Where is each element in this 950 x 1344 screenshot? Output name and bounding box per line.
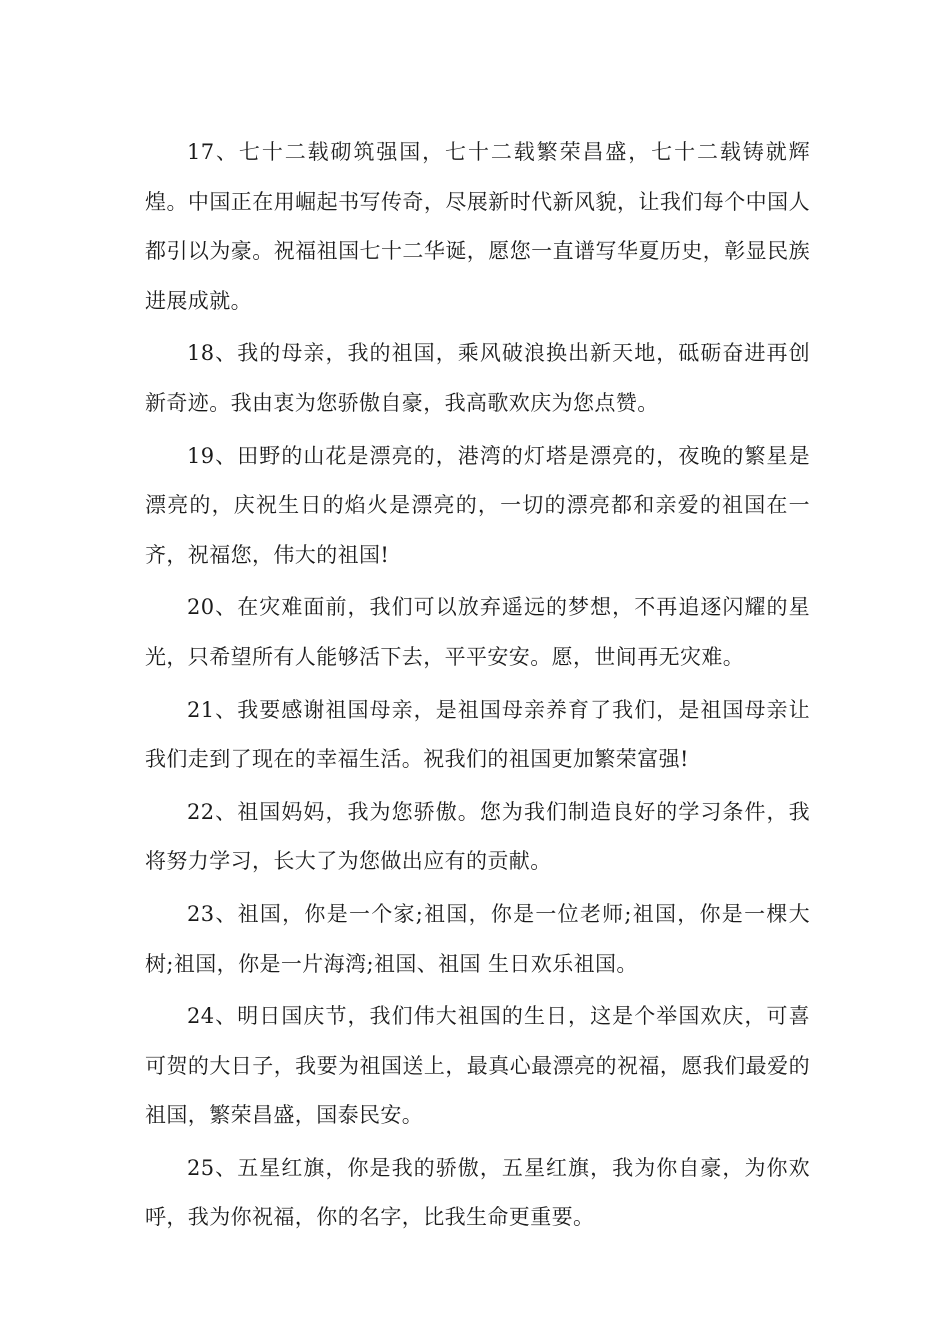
paragraph-19: 19、田野的山花是漂亮的，港湾的灯塔是漂亮的，夜晚的繁星是漂亮的，庆祝生日的焰火是漂亮的，一切的漂亮都和亲爱的祖国在一齐，祝福您，伟大的祖国! [145, 443, 810, 567]
paragraph-24: 24、明日国庆节，我们伟大祖国的生日，这是个举国欢庆，可喜可贺的大日子，我要为祖国送上，最真心最漂亮的祝福，愿我们最爱的祖国，繁荣昌盛，国泰民安。 [145, 1004, 810, 1128]
paragraph-17: 17、七十二载砌筑强国，七十二载繁荣昌盛，七十二载铸就辉煌。中国正在用崛起书写传奇，尽展新时代新风貌，让我们每个中国人都引以为豪。祝福祖国七十二华诞，愿您一直谱写华夏历史，彰显民族进展成就。 [145, 140, 810, 313]
paragraph-21: 21、我要感谢祖国母亲，是祖国母亲养育了我们，是祖国母亲让我们走到了现在的幸福生活。祝我们的祖国更加繁荣富强! [145, 697, 810, 772]
paragraph-22: 22、祖国妈妈，我为您骄傲。您为我们制造良好的学习条件，我将努力学习，长大了为您做出应有的贡献。 [145, 799, 810, 874]
document-body [145, 128, 810, 1246]
paragraph-23: 23、祖国，你是一个家;祖国，你是一位老师;祖国，你是一棵大树;祖国，你是一片海湾;祖国、祖国 生日欢乐祖国。 [145, 901, 810, 976]
paragraph-20: 20、在灾难面前，我们可以放弃遥远的梦想，不再追逐闪耀的星光，只希望所有人能够活下去，平平安安。愿，世间再无灾难。 [145, 595, 810, 669]
paragraph-18: 18、我的母亲，我的祖国，乘风破浪换出新天地，砥砺奋进再创新奇迹。我由衷为您骄傲自豪，我高歌欢庆为您点赞。 [145, 341, 810, 415]
paragraph-25: 25、五星红旗，你是我的骄傲，五星红旗，我为你自豪，为你欢呼，我为你祝福，你的名字，比我生命更重要。 [145, 1155, 810, 1230]
